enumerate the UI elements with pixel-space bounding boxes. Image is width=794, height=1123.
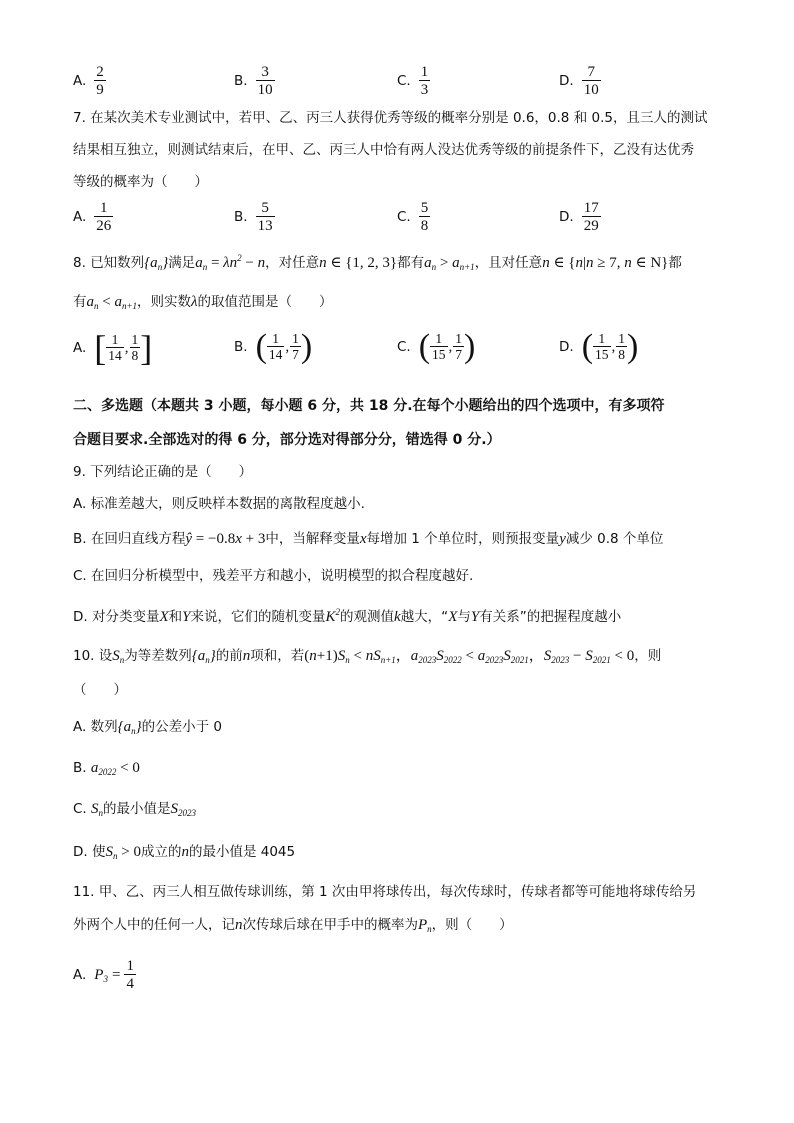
q10-option-b: B. $a_{2022} < 0$ bbox=[73, 760, 140, 777]
q7-stem-line3: 等级的概率为（ ） bbox=[73, 174, 208, 190]
q7-option-d: D. $\frac{17}{29}$ bbox=[559, 200, 599, 234]
q9-option-d: D. 对分类变量X和Y来说，它们的随机变量$K^2$的观测值k越大，“X与Y有关系”的把握程度越小 bbox=[73, 607, 622, 625]
q7-option-b: B. $\frac{5}{13}$ bbox=[234, 200, 273, 234]
q8-option-a: A. [ $\frac{1}{14}$ , $\frac{1}{8}$ ] bbox=[73, 328, 153, 368]
q10-option-d: D. 使$S_n > 0$成立的n的最小值是 4045 bbox=[73, 844, 296, 861]
q10-option-a: A. 数列$\{a_n\}$的公差小于 0 bbox=[73, 719, 222, 736]
q8-option-b: B. ( $\frac{1}{14}$ , $\frac{1}{7}$ ) bbox=[234, 328, 313, 365]
q8-option-c: C. ( $\frac{1}{15}$ , $\frac{1}{7}$ ) bbox=[397, 328, 476, 365]
q7-option-a: A. $\frac{1}{26}$ bbox=[73, 200, 112, 234]
q7-option-c: C. $\frac{5}{8}$ bbox=[397, 200, 429, 234]
q7-stem-line1: 7. 在某次美术专业测试中，若甲、乙、丙三人获得优秀等级的概率分别是 0.6，0.8 和 0.5，且三人的测试 bbox=[73, 110, 708, 126]
q10-stem-line2: （ ） bbox=[73, 682, 127, 698]
q9-stem: 9. 下列结论正确的是（ ） bbox=[73, 464, 253, 480]
q9-option-c: C. 在回归分析模型中，残差平方和越小，说明模型的拟合程度越好. bbox=[73, 568, 474, 584]
q6-option-a: A. $\frac{2}{9}$ bbox=[73, 64, 104, 98]
q10-stem-line1: 10. 设$S_n$为等差数列$\{a_n\}$的前n项和，若$(n+1)S_n < nS_{n+1}$，$a_{2023}S_{2022} < a_{2023}S_{2021}$，$S_{2023} - S_{2021} < 0$，则 bbox=[73, 648, 662, 665]
q7-stem-line2: 结果相互独立，则测试结束后，在甲、乙、丙三人中恰有两人没达优秀等级的前提条件下，乙没有达优秀 bbox=[73, 142, 694, 158]
q9-option-b: B. 在回归直线方程ŷ = −0.8x + 3中，当解释变量x每增加 1 个单位时，则预报变量y减少 0.8 个单位 bbox=[73, 531, 664, 547]
q11-stem-line2: 外两个人中的任何一人，记n次传球后球在甲手中的概率为$P_n$，则（ ） bbox=[73, 917, 513, 934]
section-heading-line2: 合题目要求.全部选对的得 6 分，部分选对得部分分，错选得 0 分.） bbox=[73, 432, 501, 448]
q6-option-c: C. $\frac{1}{3}$ bbox=[397, 64, 429, 98]
q6-option-d: D. $\frac{7}{10}$ bbox=[559, 64, 599, 98]
q6-option-b: B. $\frac{3}{10}$ bbox=[234, 64, 273, 98]
q11-option-a: A. $P_3$ = $\frac{1}{4}$ bbox=[73, 958, 134, 992]
q8-stem-line2: 有$a_n < a_{n+1}$，则实数λ的取值范围是（ ） bbox=[73, 294, 333, 311]
section-heading-line1: 二、多选题（本题共 3 小题，每小题 6 分，共 18 分.在每个小题给出的四个选项中，有多项符 bbox=[73, 398, 665, 414]
q8-option-d: D. ( $\frac{1}{15}$ , $\frac{1}{8}$ ) bbox=[559, 328, 639, 365]
q8-stem-line1: 8. 已知数列$\{a_n\}$满足$a_n = \lambda n^2 - n$，对任意n ∈ {1, 2, 3}都有$a_n > a_{n+1}$，且对任意n ∈ {n|n ≥ 7, n ∈ N}都 bbox=[73, 253, 682, 272]
q9-option-a: A. 标准差越大，则反映样本数据的离散程度越小. bbox=[73, 496, 365, 512]
q10-option-c: C. $S_n$的最小值是$S_{2023}$ bbox=[73, 801, 197, 818]
q11-stem-line1: 11. 甲、乙、丙三人相互做传球训练，第 1 次由甲将球传出，每次传球时，传球者都等可能地将球传给另 bbox=[73, 884, 697, 900]
